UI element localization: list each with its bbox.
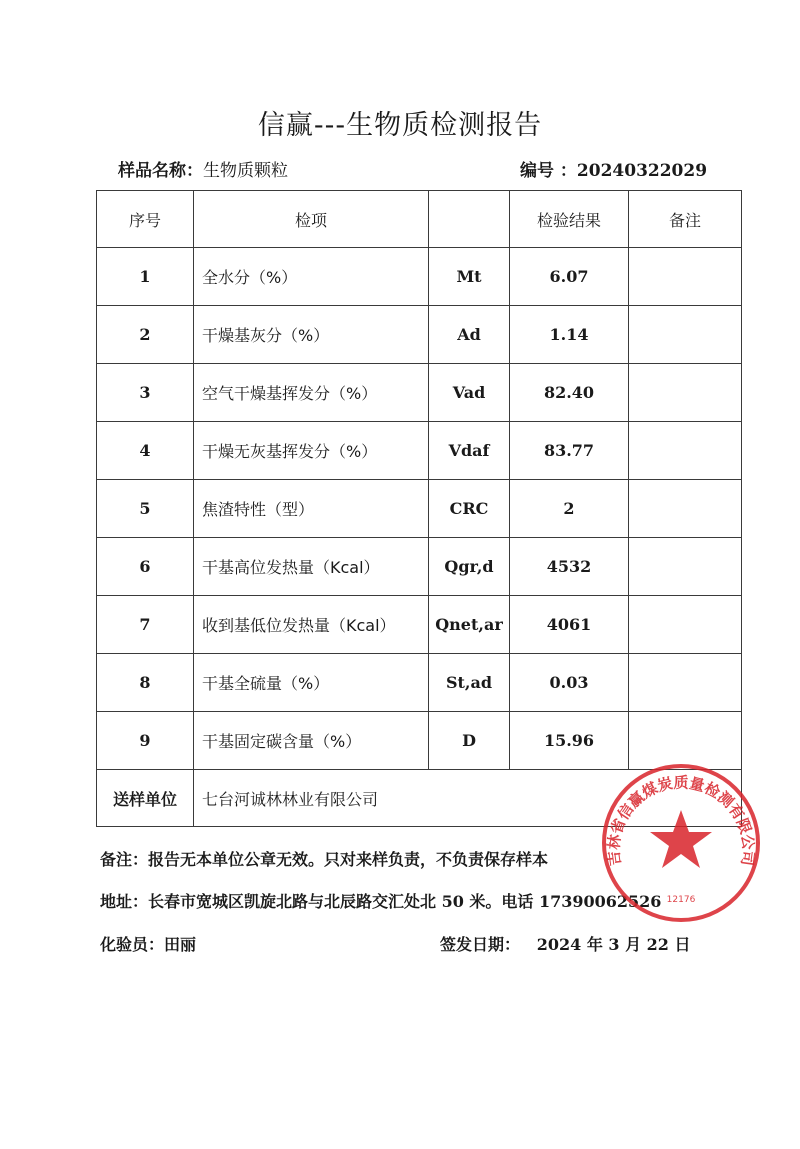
row-no: 5 — [97, 480, 194, 538]
row-remark — [629, 712, 742, 770]
table-row — [97, 306, 742, 364]
row-symbol: Vad — [429, 364, 510, 422]
row-result: 1.14 — [510, 306, 629, 364]
row-no: 6 — [97, 538, 194, 596]
row-item: 空气干燥基挥发分（%） — [194, 364, 429, 422]
header-remark: 备注 — [629, 191, 742, 248]
row-symbol: Qnet,ar — [429, 596, 510, 654]
table-row — [97, 364, 742, 422]
table-row — [97, 538, 742, 596]
row-remark — [629, 596, 742, 654]
footer-chemist: 化验员：田丽 — [100, 935, 197, 954]
row-item: 干基固定碳含量（%） — [194, 712, 429, 770]
row-remark — [629, 306, 742, 364]
row-symbol: D — [429, 712, 510, 770]
serial-number-label: 编号 ： — [520, 161, 577, 181]
row-item: 焦渣特性（型） — [194, 480, 429, 538]
row-remark — [629, 654, 742, 712]
row-result: 15.96 — [510, 712, 629, 770]
header-symbol — [429, 191, 510, 248]
results-table — [96, 190, 742, 827]
table-row — [97, 480, 742, 538]
row-remark — [629, 364, 742, 422]
sample-name-value: 生物质颗粒 — [203, 161, 288, 181]
row-no: 1 — [97, 248, 194, 306]
row-no: 7 — [97, 596, 194, 654]
row-remark — [629, 538, 742, 596]
header-result: 检验结果 — [510, 191, 629, 248]
sample-name-label: 样品名称： — [118, 161, 203, 181]
row-item: 干基全硫量（%） — [194, 654, 429, 712]
row-symbol: Vdaf — [429, 422, 510, 480]
row-no: 9 — [97, 712, 194, 770]
table-row — [97, 422, 742, 480]
row-result: 82.40 — [510, 364, 629, 422]
row-result: 4532 — [510, 538, 629, 596]
sample-name — [118, 156, 288, 181]
header-item: 检项 — [194, 191, 429, 248]
row-remark — [629, 248, 742, 306]
row-item: 干基高位发热量（Kcal） — [194, 538, 429, 596]
seal-code: 12176 — [666, 895, 696, 905]
row-no: 2 — [97, 306, 194, 364]
table-row — [97, 248, 742, 306]
row-symbol: Qgr,d — [429, 538, 510, 596]
serial-number-value: 20240322029 — [576, 161, 708, 181]
row-no: 8 — [97, 654, 194, 712]
row-item: 干燥无灰基挥发分（%） — [194, 422, 429, 480]
header-no: 序号 — [97, 191, 194, 248]
row-result: 83.77 — [510, 422, 629, 480]
row-result: 6.07 — [510, 248, 629, 306]
table-row — [97, 596, 742, 654]
row-remark — [629, 422, 742, 480]
row-no: 4 — [97, 422, 194, 480]
row-symbol: Mt — [429, 248, 510, 306]
row-item: 全水分（%） — [194, 248, 429, 306]
row-symbol: Ad — [429, 306, 510, 364]
row-result: 0.03 — [510, 654, 629, 712]
table-row — [97, 712, 742, 770]
footer-sign-date: 签发日期： 2024 年 3 月 22 日 — [440, 935, 691, 954]
row-result: 2 — [510, 480, 629, 538]
row-no: 3 — [97, 364, 194, 422]
seal-text: 吉林省信赢煤炭质量检测有限公司 — [604, 773, 758, 867]
footer-address: 地址：长春市宽城区凯旋北路与北辰路交汇处北 50 米。电话 17390062526 — [100, 892, 662, 911]
company-seal-stamp — [600, 762, 762, 924]
row-remark — [629, 480, 742, 538]
sender-label: 送样单位 — [97, 770, 194, 827]
table-header-row — [97, 191, 742, 248]
row-item: 收到基低位发热量（Kcal） — [194, 596, 429, 654]
serial-number — [520, 156, 707, 181]
row-symbol: CRC — [429, 480, 510, 538]
seal-star-icon — [650, 810, 712, 868]
table-row — [97, 654, 742, 712]
row-result: 4061 — [510, 596, 629, 654]
footer-note: 备注：报告无本单位公章无效。只对来样负责，不负责保存样本 — [100, 850, 549, 869]
row-symbol: St,ad — [429, 654, 510, 712]
sender-value: 七台河诚林林业有限公司 — [194, 770, 742, 827]
row-item: 干燥基灰分（%） — [194, 306, 429, 364]
report-title: 信赢---生物质检测报告 — [257, 110, 543, 141]
